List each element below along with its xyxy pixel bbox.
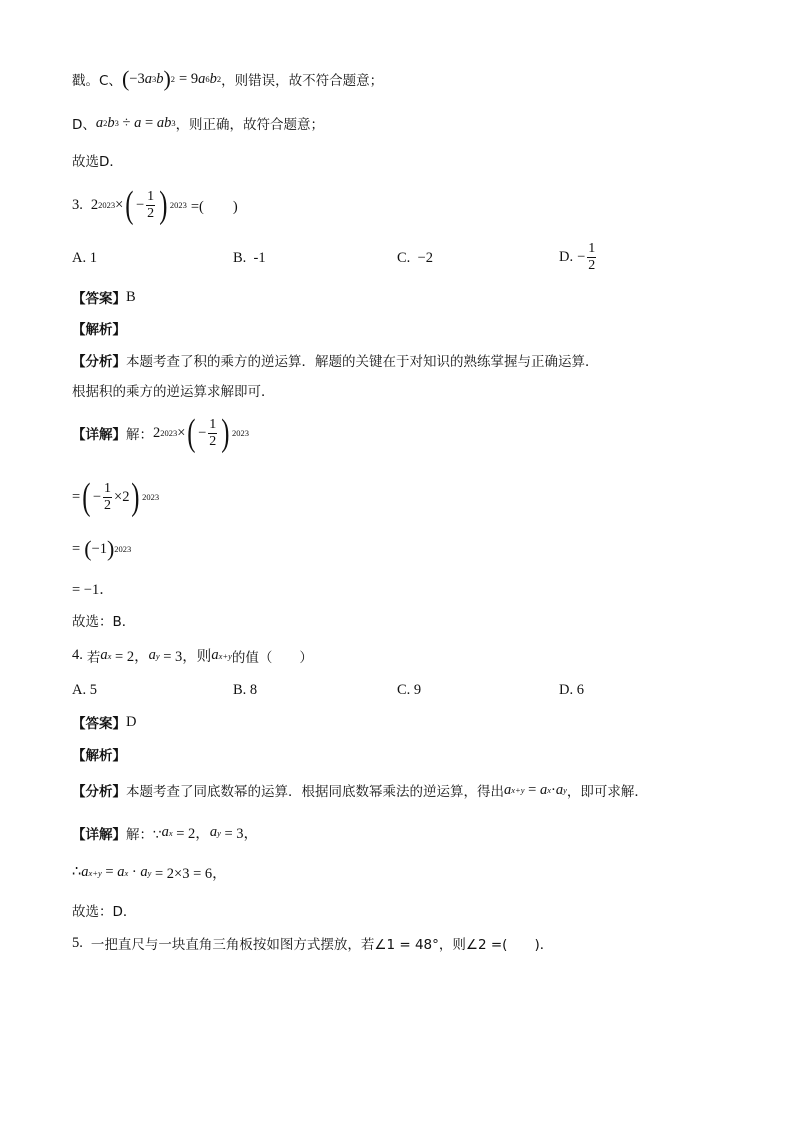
question-number: 5.: [72, 934, 83, 951]
detail-lead: 解：: [126, 427, 153, 443]
fraction: $\frac{1}{2}$: [209, 416, 217, 449]
question-number: 4.: [72, 647, 83, 663]
option-label: D.: [559, 249, 574, 265]
close-paren: ): [131, 476, 140, 518]
detail-lead: 解：∵: [126, 826, 162, 843]
times-two: ×2: [114, 488, 130, 505]
open-paren: (: [84, 536, 92, 561]
question-text: 一把直尺与一块直角三角板按如图方式摆放，若∠1 = 48°，则∠2 =( )．: [90, 937, 554, 953]
fraction: $\frac{1}{2}$: [588, 241, 596, 273]
equals-two: = 2，: [172, 826, 210, 842]
var-a: a: [539, 781, 548, 798]
times-sign: ×: [177, 424, 186, 441]
solution-line-d: D、 a 2 b 3 ÷ a = a b 3 ，则正确，故符合题意；: [72, 114, 325, 133]
var-a: a: [95, 114, 104, 131]
analysis-tag: 【解析】: [72, 322, 126, 338]
answer-line: [72, 287, 136, 307]
open-paren: (: [187, 412, 196, 454]
fraction: $\frac{1}{2}$: [147, 188, 155, 221]
var-b: b: [164, 114, 172, 131]
answer-value: B: [126, 288, 136, 305]
minus-sign: −: [577, 249, 586, 265]
equals-two: = 2，: [111, 649, 149, 665]
equals-sign: =: [141, 114, 157, 131]
option-c-prefix: 戳。C、: [72, 73, 122, 89]
analysis-line: [72, 350, 599, 370]
times-sign: ×: [115, 196, 124, 213]
open-paren: (: [121, 66, 130, 91]
answer-tag: 【答案】: [72, 291, 126, 307]
answer-line-q4: [72, 712, 136, 732]
negative-one: −1: [91, 540, 107, 557]
option-d: [559, 241, 598, 274]
analysis-tail: ，即可求解．: [566, 784, 648, 800]
detail-tag: 【详解】: [72, 826, 126, 843]
equals-coefficient: = 9: [179, 70, 199, 87]
option-a: A. 1: [72, 250, 97, 266]
var-a: a: [555, 781, 564, 798]
base: 2: [153, 424, 161, 441]
analysis-label: 【分析】: [72, 354, 126, 370]
solution-line-c: 戳。C、 ( −3 a 3 b ) 2 = 9 a 6 b 2 ，则错误，故不符合题意；: [72, 66, 384, 91]
equals-sign: =: [72, 488, 81, 505]
dot-sign: ·: [551, 781, 556, 798]
divide-sign: ÷: [118, 114, 135, 131]
equals-sign: =: [72, 540, 81, 557]
var-b: b: [209, 70, 217, 87]
var-b: b: [107, 114, 115, 131]
step-q4: ∴ a x+y = a x · a y = 2×3 = 6，: [72, 864, 227, 882]
step-2: = ( −1 ) 2023: [72, 536, 132, 561]
var-a: a: [140, 864, 148, 880]
result: = 2×3 = 6，: [151, 866, 227, 882]
equals-sign: =: [101, 864, 118, 880]
choose-line: 故选D．: [72, 154, 123, 170]
analysis-text: 本题考查了积的乘方的逆运算．解题的关键在于对知识的熟练掌握与正确运算．: [126, 354, 599, 370]
question-4: 4. 若 a x = 2， a y = 3，则 a x+y 的值（ ）: [72, 647, 313, 666]
conclusion-text: ，则错误，故不符合题意；: [221, 73, 384, 89]
answer-tag: 【答案】: [72, 716, 126, 732]
question-number: 3.: [72, 196, 83, 213]
answer-blank: =( ): [190, 198, 238, 215]
equals-sign: =: [524, 781, 540, 798]
analysis-label: 【分析】: [72, 784, 126, 800]
question-tail: 的值（ ）: [231, 649, 313, 666]
option-b: B. 8: [233, 682, 258, 698]
detail-line-q4: 【详解】 解：∵ a x = 2， a y = 3，: [72, 824, 259, 843]
var-a: a: [81, 864, 89, 880]
detail-line: 【详解】 解： 2 2023 × ( − $\frac{1}{2}$ ) 2023: [72, 412, 249, 454]
question-5: [72, 933, 553, 953]
base: 2: [90, 196, 99, 213]
close-paren: ): [106, 536, 115, 561]
var-a: a: [144, 70, 152, 87]
minus-sign: −: [92, 488, 102, 505]
option-b: B. -1: [233, 250, 266, 266]
therefore-sign: ∴: [72, 864, 82, 880]
var-a: a: [161, 824, 169, 840]
choose-line-q3: 故选：B．: [72, 614, 136, 630]
coefficient: −3: [129, 70, 145, 87]
answer-value: D: [126, 713, 137, 730]
var-b: b: [156, 70, 164, 87]
conclusion-text: ，则正确，故符合题意；: [175, 117, 325, 133]
var-a: a: [117, 864, 125, 880]
fraction: $\frac{1}{2}$: [104, 480, 112, 513]
option-c: C. 9: [397, 682, 422, 698]
var-a: a: [504, 781, 512, 798]
if-text: 若: [86, 649, 101, 666]
step-3: = −1．: [72, 582, 114, 598]
analysis-text: 本题考查了同底数幂的运算．根据同底数幂乘法的逆运算，得出: [126, 784, 504, 800]
open-paren: (: [125, 184, 134, 226]
minus-sign: −: [198, 424, 207, 441]
method-line: 根据积的乘方的逆运算求解即可．: [72, 384, 275, 400]
equals-three: = 3，: [220, 826, 259, 842]
var-a: a: [148, 647, 156, 663]
minus-sign: −: [135, 196, 145, 213]
option-d: D. 6: [559, 682, 584, 698]
var-a: a: [134, 114, 142, 131]
var-a: a: [198, 70, 206, 87]
var-a: a: [156, 114, 165, 131]
option-c: C. −2: [397, 250, 433, 266]
step-1: = ( − $\frac{1}{2}$ ×2 ) 2023: [72, 476, 160, 518]
close-paren: ): [163, 66, 171, 91]
var-a: a: [211, 647, 219, 663]
analysis-tag-q4: 【解析】: [72, 748, 126, 764]
choose-line-q4: 故选：D．: [72, 904, 137, 920]
close-paren: ): [221, 412, 230, 454]
equals-three: = 3，则: [159, 649, 212, 665]
question-3: 3. 2 2023 × ( − $\frac{1}{2}$ ) 2023 =( ): [72, 184, 238, 226]
analysis-line-q4: 【分析】 本题考查了同底数幂的运算．根据同底数幂乘法的逆运算，得出 a x+y = a x · a y ，即可求解．: [72, 781, 648, 800]
var-a: a: [100, 647, 108, 663]
detail-tag: 【详解】: [72, 427, 126, 443]
option-a: A. 5: [72, 682, 97, 698]
dot-sign: ·: [128, 864, 141, 880]
var-a: a: [209, 824, 218, 840]
close-paren: ): [159, 184, 168, 226]
open-paren: (: [82, 476, 91, 518]
option-d-prefix: D、: [72, 117, 96, 133]
